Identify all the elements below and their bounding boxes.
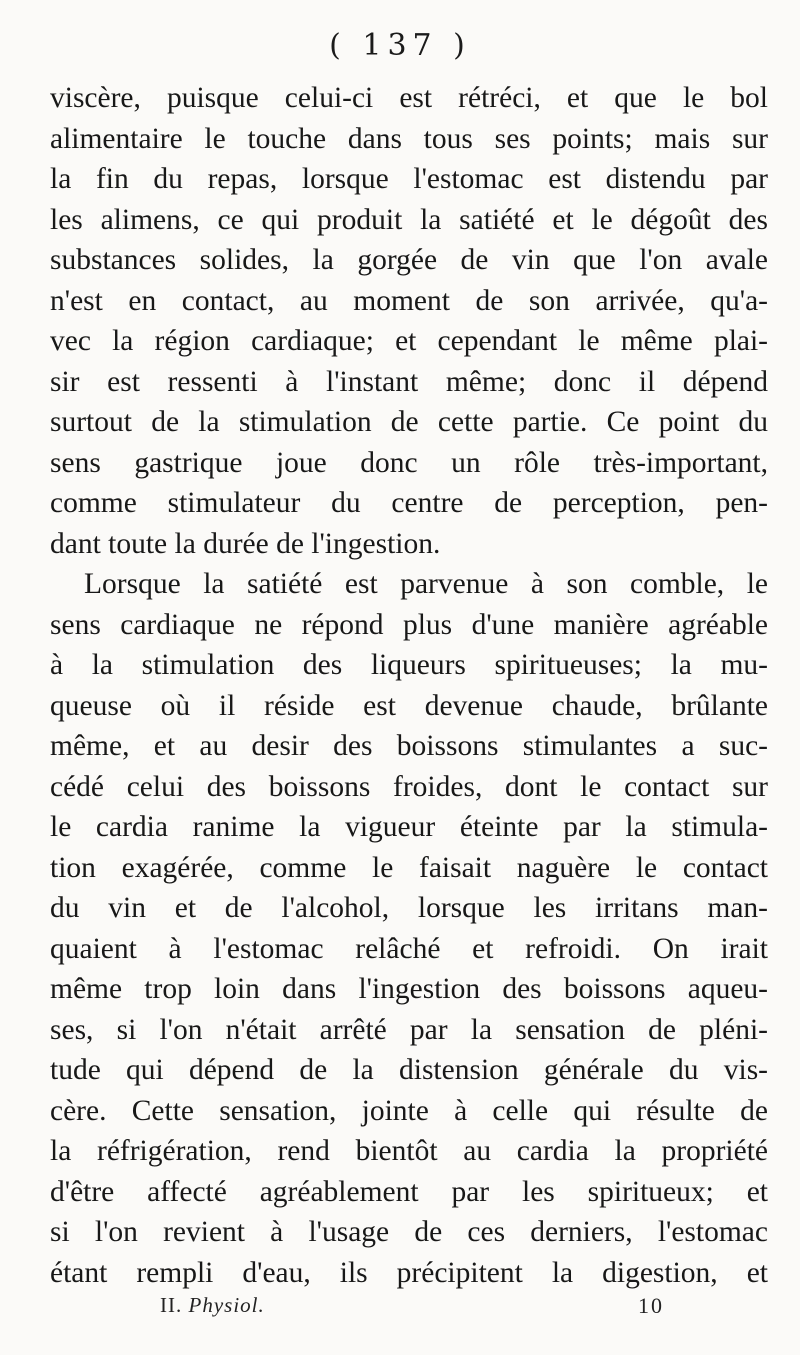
text-line: tion exagérée, comme le faisait naguère le contact xyxy=(50,851,768,884)
text-line: à la stimulation des liqueurs spiritueuses; la mu- xyxy=(50,649,768,681)
text-line: sir est ressenti à l'instant même; donc il dépend xyxy=(50,365,768,398)
text-line: Lorsque la satiété est parvenue à son comble, le xyxy=(84,568,768,600)
text-line: queuse où il réside est devenue chaude, brûlante xyxy=(50,689,768,722)
text-line: alimentaire le touche dans tous ses points; mais sur xyxy=(50,122,768,155)
body-text xyxy=(50,78,768,1293)
text-line: dant toute la durée de l'ingestion. xyxy=(50,527,441,560)
text-line: du vin et de l'alcohol, lorsque les irritans man- xyxy=(50,892,768,924)
signature-prefix: II. xyxy=(160,1293,183,1317)
text-line: substances solides, la gorgée de vin que l'on avale xyxy=(50,244,768,276)
text-line: étant rempli d'eau, ils précipitent la digestion, et xyxy=(50,1256,768,1289)
text-line: les alimens, ce qui produit la satiété et le dégoût des xyxy=(50,203,768,236)
signature-italic: Physiol. xyxy=(188,1293,265,1317)
text-line: tude qui dépend de la distension générale du vis- xyxy=(50,1054,768,1086)
text-line: comme stimulateur du centre de perception, pen- xyxy=(50,487,768,519)
page-number: ( 137 ) xyxy=(329,28,471,63)
signature-mark: 10 xyxy=(638,1293,664,1318)
text-line: vec la région cardiaque; et cependant le même plai- xyxy=(50,325,768,357)
text-line: quaient à l'estomac relâché et refroidi. On irait xyxy=(50,932,768,965)
text-line: d'être affecté agréablement par les spiritueux; et xyxy=(50,1175,768,1208)
printer-signature xyxy=(160,1293,265,1318)
text-line: la réfrigération, rend bientôt au cardia la propriété xyxy=(50,1135,768,1167)
text-line: viscère, puisque celui-ci est rétréci, et que le bol xyxy=(50,82,768,114)
text-line: surtout de la stimulation de cette partie. Ce point du xyxy=(50,406,768,438)
text-line: même trop loin dans l'ingestion des boissons aqueu- xyxy=(50,973,768,1005)
text-line: cère. Cette sensation, jointe à celle qui résulte de xyxy=(50,1094,768,1127)
text-line: la fin du repas, lorsque l'estomac est distendu par xyxy=(50,163,768,195)
text-line: ses, si l'on n'était arrêté par la sensation de pléni- xyxy=(50,1013,768,1046)
page-footer xyxy=(0,1293,800,1323)
text-line: même, et au desir des boissons stimulantes a suc- xyxy=(50,730,768,762)
text-line: sens gastrique joue donc un rôle très-important, xyxy=(50,446,768,479)
text-line: le cardia ranime la vigueur éteinte par la stimula- xyxy=(50,811,768,843)
text-line: cédé celui des boissons froides, dont le contact sur xyxy=(50,770,768,803)
text-line: n'est en contact, au moment de son arrivée, qu'a- xyxy=(50,284,768,317)
text-line: sens cardiaque ne répond plus d'une manière agréable xyxy=(50,608,768,641)
text-line: si l'on revient à l'usage de ces derniers, l'estomac xyxy=(50,1216,768,1248)
